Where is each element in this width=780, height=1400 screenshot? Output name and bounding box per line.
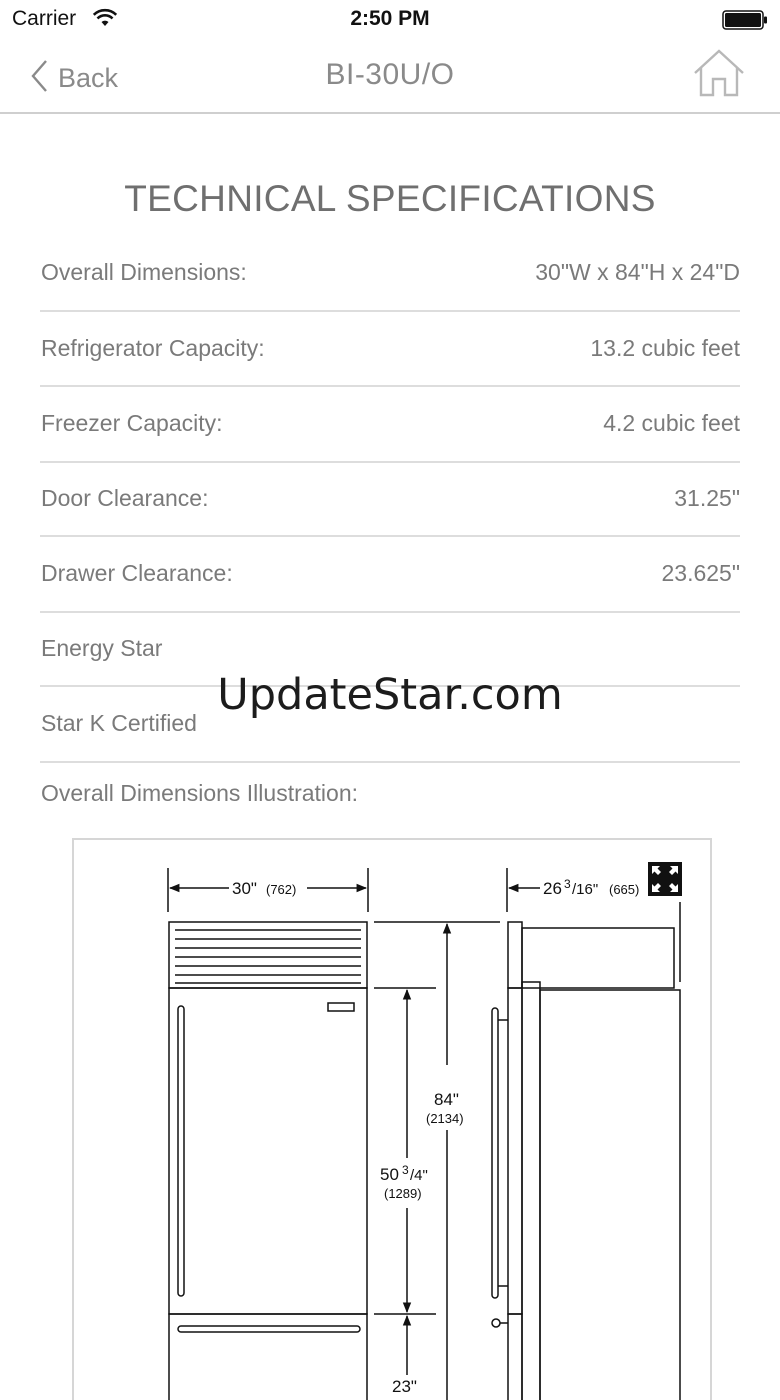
door-main-label: 50 <box>380 1165 399 1184</box>
door-fraction-numerator: 3 <box>402 1163 409 1177</box>
refrigerator-diagram <box>74 840 710 1400</box>
spec-label: Overall Dimensions: <box>41 259 247 285</box>
door-fraction-denominator: /4" <box>410 1167 428 1184</box>
status-bar <box>0 0 780 40</box>
illustration-label: Overall Dimensions Illustration: <box>41 780 359 806</box>
watermark-text: UpdateStar.com <box>217 670 563 720</box>
battery-icon <box>722 10 768 35</box>
spec-row-door-clearance <box>40 461 740 536</box>
spec-value: 30"W x 84"H x 24"D <box>535 259 740 285</box>
clock: 2:50 PM <box>350 7 430 30</box>
back-label: Back <box>58 62 119 93</box>
spec-row-overall-dimensions <box>40 235 740 310</box>
width-main-label: 30" <box>232 879 257 898</box>
navigation-bar <box>0 40 780 114</box>
spec-label: Freezer Capacity: <box>41 410 223 436</box>
door-metric-label: (1289) <box>384 1186 422 1201</box>
carrier-name: Carrier <box>12 7 77 30</box>
spec-value: 31.25" <box>674 485 740 511</box>
section-title: TECHNICAL SPECIFICATIONS <box>124 178 656 219</box>
spec-label: Refrigerator Capacity: <box>41 335 265 361</box>
spec-row-drawer-clearance <box>40 536 740 611</box>
home-icon <box>692 85 746 102</box>
spec-value: 23.625" <box>661 560 740 586</box>
height-main-label: 84" <box>434 1090 459 1109</box>
spec-label: Drawer Clearance: <box>41 560 233 586</box>
dimensions-illustration[interactable] <box>72 838 712 1400</box>
spec-label: Energy Star <box>41 635 163 661</box>
depth-metric-label: (665) <box>609 882 640 897</box>
spec-label: Door Clearance: <box>41 485 209 511</box>
depth-fraction-numerator: 3 <box>564 877 571 891</box>
spec-label: Star K Certified <box>41 710 197 736</box>
height-metric-label: (2134) <box>426 1111 464 1126</box>
expand-button[interactable] <box>648 862 682 896</box>
home-button[interactable] <box>692 48 746 103</box>
depth-fraction-denominator: /16" <box>572 881 599 898</box>
depth-main-label: 26 <box>543 879 562 898</box>
page-title: BI-30U/O <box>325 58 455 91</box>
spec-row-refrigerator-capacity <box>40 311 740 386</box>
spec-value: 4.2 cubic feet <box>603 410 740 436</box>
width-metric-label: (762) <box>266 882 297 897</box>
spec-value: 13.2 cubic feet <box>590 335 740 361</box>
drawer-main-label: 23" <box>392 1377 417 1396</box>
expand-icon <box>648 883 682 900</box>
divider <box>40 761 740 763</box>
spec-row-freezer-capacity <box>40 386 740 461</box>
